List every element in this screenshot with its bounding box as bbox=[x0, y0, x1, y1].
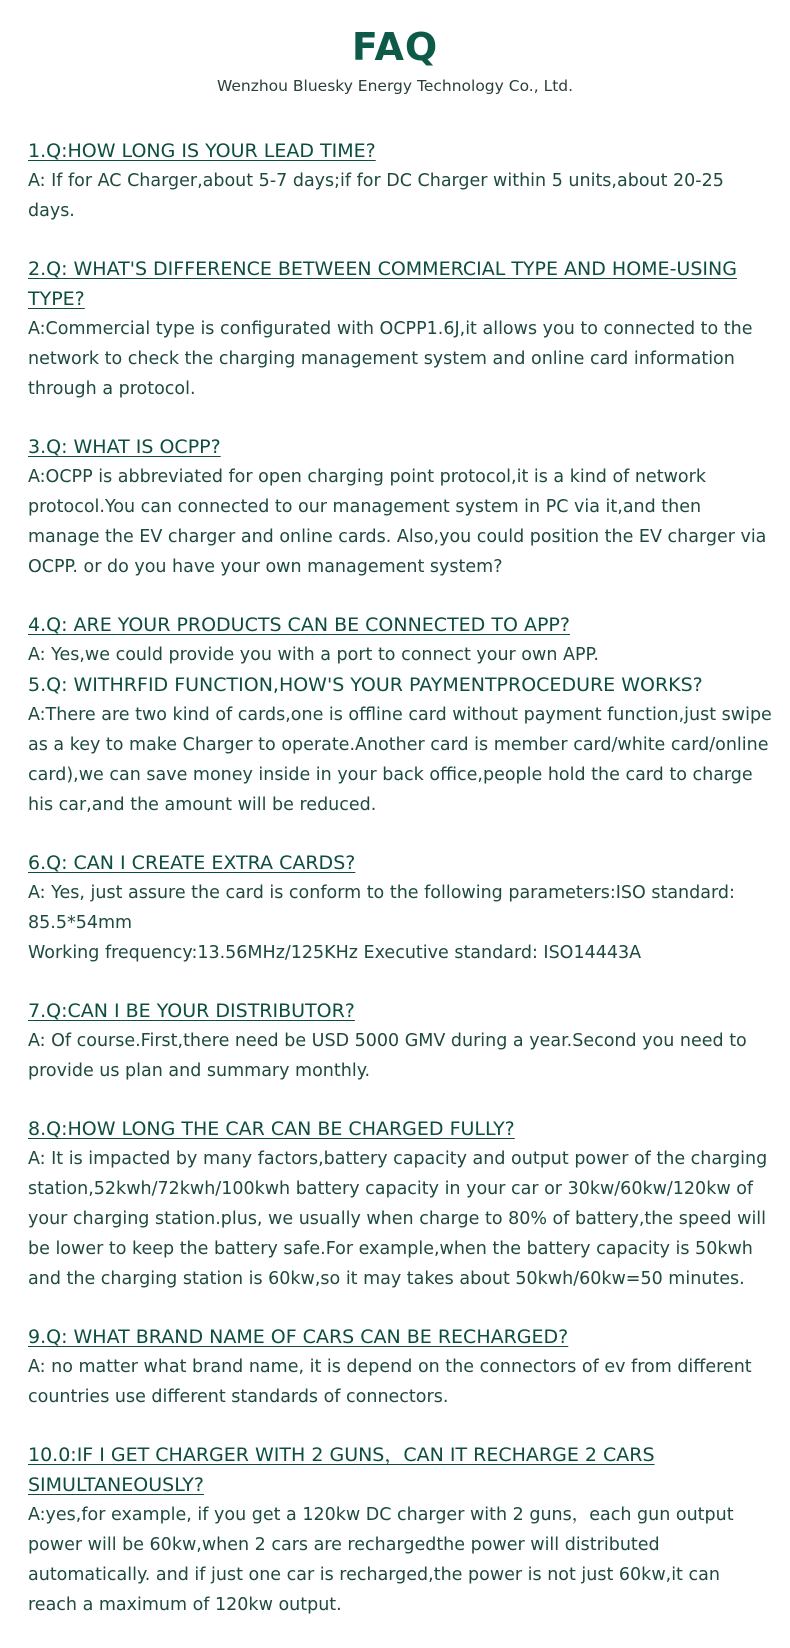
faq-answer: A: Yes,we could provide you with a port to connect your own APP. bbox=[28, 645, 599, 665]
faq-question: 3.Q: WHAT IS OCPP? bbox=[28, 436, 221, 458]
faq-item-7 bbox=[28, 996, 774, 1086]
faq-item-2 bbox=[28, 254, 774, 404]
faq-question: 7.Q:CAN I BE YOUR DISTRIBUTOR? bbox=[28, 1000, 355, 1022]
faq-question: 9.Q: WHAT BRAND NAME OF CARS CAN BE RECHARGED? bbox=[28, 1326, 569, 1348]
faq-question-5: 5.Q: WITHRFID FUNCTION,HOW'S YOUR PAYMENTPROCEDURE WORKS? bbox=[28, 674, 703, 696]
faq-question: 8.Q:HOW LONG THE CAR CAN BE CHARGED FULLY? bbox=[28, 1118, 515, 1140]
page-header bbox=[0, 0, 790, 96]
faq-item-9 bbox=[28, 1322, 774, 1412]
faq-item-4 bbox=[28, 610, 774, 820]
faq-answer-5: A:There are two kind of cards,one is offline card without payment function,just swipe as a key to make Charger to operate.Another card is member card/white card/online card),we can save money inside in your back office,people hold the card to charge his car,and the amount will be reduced. bbox=[28, 705, 772, 815]
faq-answer-continued: Working frequency:13.56MHz/125KHz Executive standard: ISO14443A bbox=[28, 943, 642, 963]
faq-question: 10.0:IF I GET CHARGER WITH 2 GUNS，CAN IT RECHARGE 2 CARS SIMULTANEOUSLY? bbox=[28, 1444, 655, 1496]
faq-answer: A: Yes, just assure the card is conform to the following parameters:ISO standard: 85.5*54mm bbox=[28, 883, 735, 933]
page-title: FAQ bbox=[351, 25, 439, 69]
faq-item-10 bbox=[28, 1440, 774, 1620]
faq-item-6 bbox=[28, 848, 774, 968]
faq-question: 1.Q:HOW LONG IS YOUR LEAD TIME? bbox=[28, 140, 376, 162]
faq-answer: A:OCPP is abbreviated for open charging point protocol,it is a kind of network protocol.You can connected to our management system in PC via it,and then manage the EV charger and online cards. Also,you could position the EV charger via OCPP. or do you have your own management system? bbox=[28, 467, 767, 577]
faq-question: 6.Q: CAN I CREATE EXTRA CARDS? bbox=[28, 852, 356, 874]
faq-answer: A: Of course.First,there need be USD 5000 GMV during a year.Second you need to provide us plan and summary monthly. bbox=[28, 1031, 747, 1081]
faq-item-1 bbox=[28, 136, 774, 226]
faq-question: 4.Q: ARE YOUR PRODUCTS CAN BE CONNECTED TO APP? bbox=[28, 614, 570, 636]
faq-item-8 bbox=[28, 1114, 774, 1294]
faq-item-3 bbox=[28, 432, 774, 582]
faq-answer: A:yes,for example, if you get a 120kw DC charger with 2 guns，each gun output power will be 60kw,when 2 cars are rechargedthe power will distributed automatically. and if just one car is recharged,the power is not just 60kw,it can reach a maximum of 120kw output. bbox=[28, 1505, 734, 1615]
company-name: Wenzhou Bluesky Energy Technology Co., Ltd. bbox=[216, 77, 574, 95]
faq-answer: A: It is impacted by many factors,battery capacity and output power of the charging station,52kwh/72kwh/100kwh battery capacity in your car or 30kw/60kw/120kw of your charging station.plus, we usually when charge to 80% of battery,the speed will be lower to keep the battery safe.For example,when the battery capacity is 50kwh and the charging station is 60kw,so it may takes about 50kwh/60kw=50 minutes. bbox=[28, 1149, 768, 1289]
faq-answer: A: If for AC Charger,about 5-7 days;if for DC Charger within 5 units,about 20-25 days. bbox=[28, 171, 724, 221]
faq-answer: A: no matter what brand name, it is depend on the connectors of ev from different countries use different standards of connectors. bbox=[28, 1357, 752, 1407]
faq-answer: A:Commercial type is configurated with OCPP1.6J,it allows you to connected to the network to check the charging management system and online card information through a protocol. bbox=[28, 319, 753, 399]
faq-question: 2.Q: WHAT'S DIFFERENCE BETWEEN COMMERCIAL TYPE AND HOME-USING TYPE? bbox=[28, 258, 737, 310]
faq-list bbox=[28, 136, 774, 1648]
